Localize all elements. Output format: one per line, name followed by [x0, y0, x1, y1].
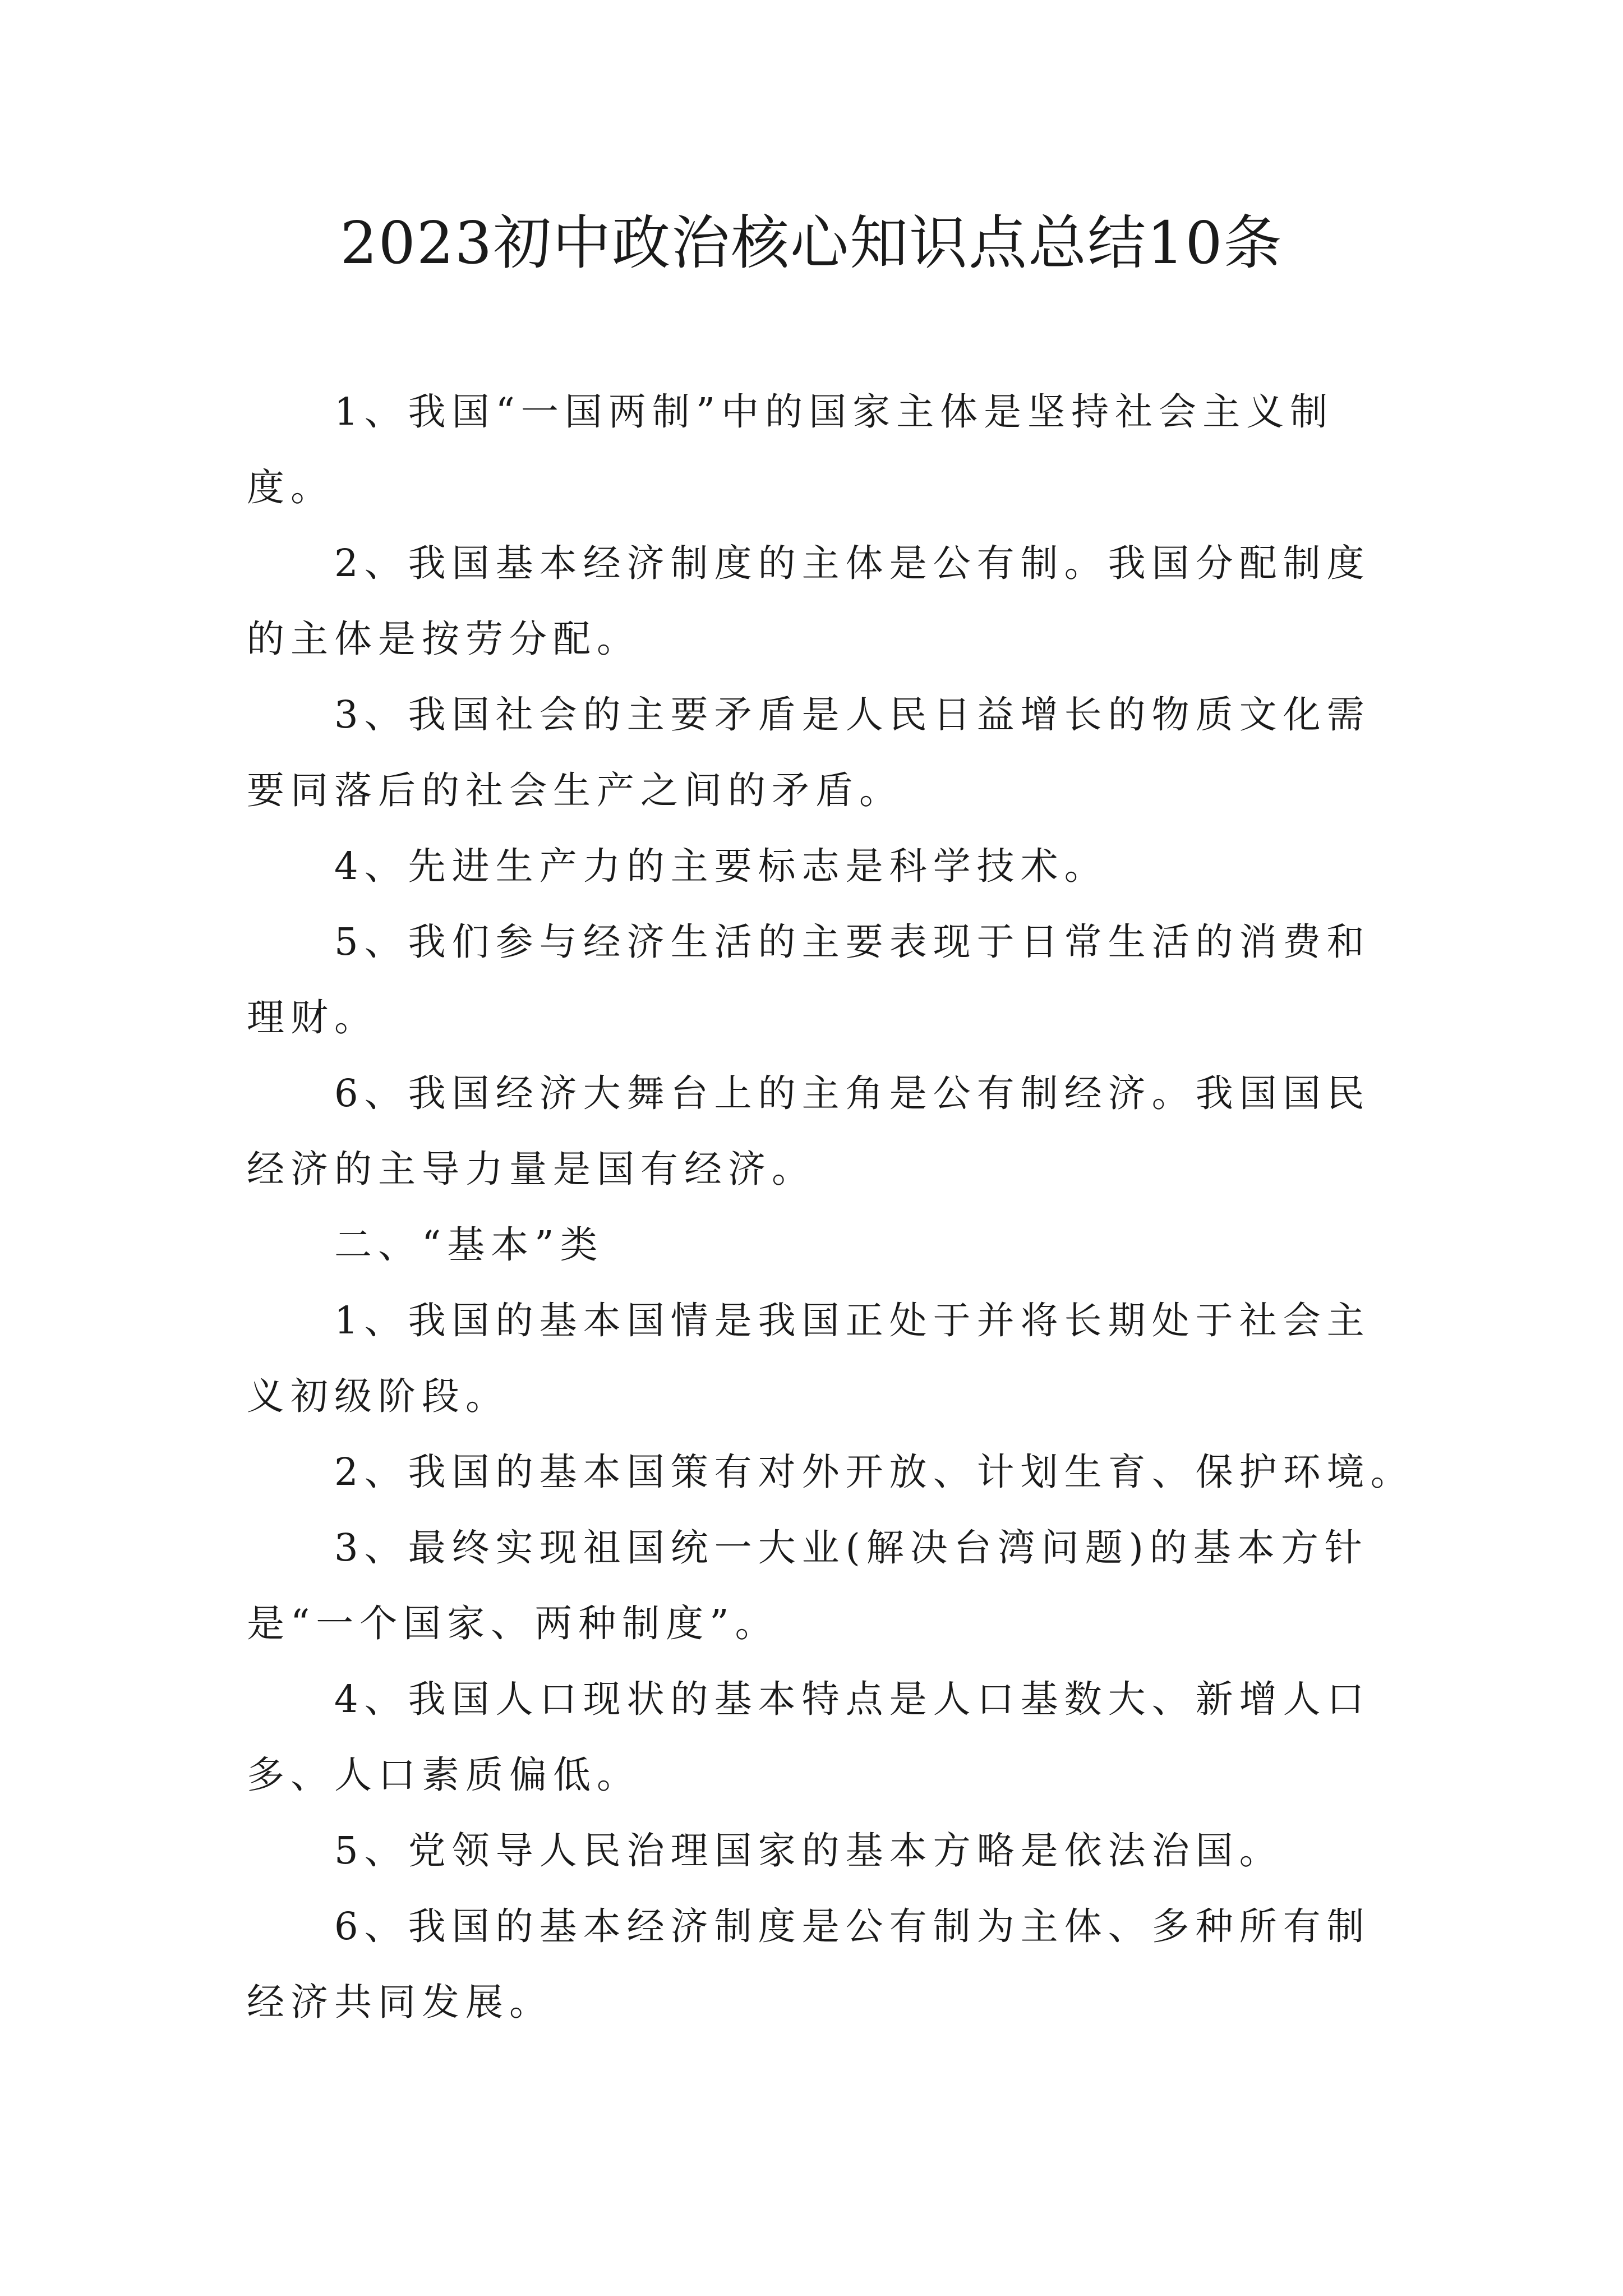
paragraph-3: 3、我国社会的主要矛盾是人民日益增长的物质文化需要同落后的社会生产之间的矛盾。 — [247, 693, 1371, 812]
paragraph-4: 4、先进生产力的主要标志是科学技术。 — [334, 844, 1108, 888]
paragraph-7: 1、我国的基本国情是我国正处于并将长期处于社会主义初级阶段。 — [247, 1299, 1371, 1418]
document-title: 2023初中政治核心知识点总结10条 — [340, 209, 1283, 277]
paragraph-10: 4、我国人口现状的基本特点是人口基数大、新增人口多、人口素质偏低。 — [247, 1677, 1371, 1797]
paragraph-11: 5、党领导人民治理国家的基本方略是依法治国。 — [334, 1829, 1283, 1872]
section-heading-basic: 二、“基本”类 — [334, 1223, 604, 1267]
paragraph-8: 2、我国的基本国策有对外开放、计划生育、保护环境。 — [334, 1450, 1414, 1494]
paragraph-6: 6、我国经济大舞台上的主角是公有制经济。我国国民经济的主导力量是国有经济。 — [247, 1071, 1371, 1191]
document-body — [247, 374, 1414, 2040]
paragraph-1: 1、我国“一国两制”中的国家主体是坚持社会主义制度。 — [247, 390, 1334, 509]
paragraph-9: 3、最终实现祖国统一大业(解决台湾问题)的基本方针是“一个国家、两种制度”。 — [247, 1526, 1368, 1645]
paragraph-2: 2、我国基本经济制度的主体是公有制。我国分配制度的主体是按劳分配。 — [247, 541, 1371, 661]
paragraph-12: 6、我国的基本经济制度是公有制为主体、多种所有制经济共同发展。 — [247, 1904, 1371, 2024]
paragraph-5: 5、我们参与经济生活的主要表现于日常生活的消费和理财。 — [247, 920, 1371, 1039]
